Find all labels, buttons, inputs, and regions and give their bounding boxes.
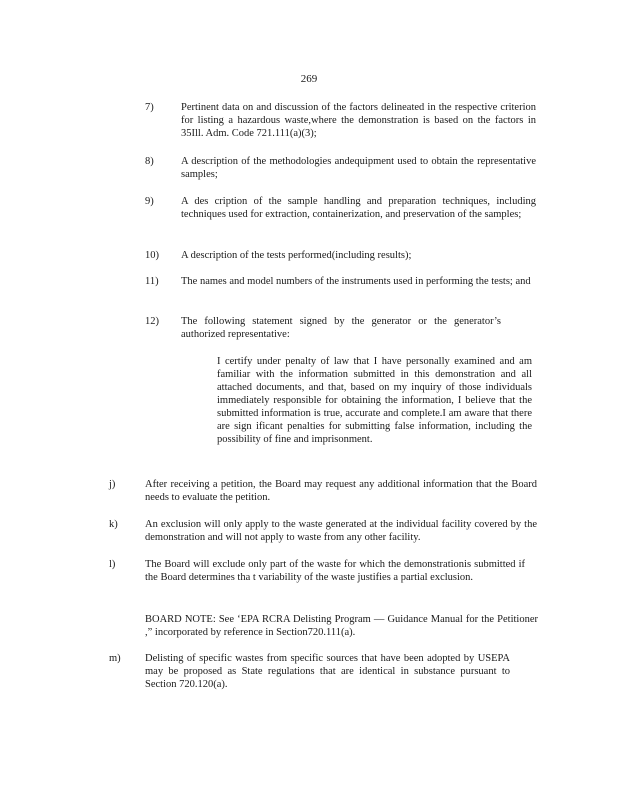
item-number: 10) [145,250,159,261]
item-text: After receiving a petition, the Board may request any additional information that the Board needs to evaluate the petition. [145,479,537,503]
item-text: The Board will exclude only part of the waste for which the demonstrationis submitted if the Board determines tha t variability of the waste justifies a partial exclusion. [145,559,525,583]
item-number: 9) [145,196,154,207]
certification-statement: I certify under penalty of law that I have personally examined and am familiar with the information submitted in this demonstration and all attached documents, and that, based on my inquiry of those individuals immediately responsible for obtaining the information, I believe that the submitted information is true, accurate and complete.I am aware that there are sign ificant penalties for submitting false information, including the possibility of fine and imprisonment. [217,356,532,445]
item-text: An exclusion will only apply to the waste generated at the individual facility covered by the demonstration and will not apply to waste from any other facility. [145,519,537,543]
item-text: A description of the methodologies andequipment used to obtain the representative samples; [181,156,536,180]
item-text: A description of the tests performed(including results); [181,250,412,261]
item-letter: k) [109,519,118,530]
item-number: 12) [145,316,159,327]
item-text: Pertinent data on and discussion of the factors delineated in the respective criterion for listing a hazardous waste,where the demonstration is based on the factors in 35Ill. Adm. Code 721.111(a)(3); [181,102,536,139]
item-letter: m) [109,653,121,664]
item-number: 8) [145,156,154,167]
item-text: The following statement signed by the generator or the generator’s authorized representative: [181,316,501,340]
page-number: 269 [300,73,318,85]
item-text: The names and model numbers of the instruments used in performing the tests; and [181,276,531,287]
item-letter: j) [109,479,116,490]
item-text: Delisting of specific wastes from specific sources that have been adopted by USEPA may be proposed as State regulations that are identical in substance pursuant to Section 720.120(a). [145,653,510,690]
board-note: BOARD NOTE: See ‘EPA RCRA Delisting Program — Guidance Manual for the Petitioner ,” incorporated by reference in Section720.111(a). [145,614,538,638]
item-letter: l) [109,559,116,570]
item-number: 11) [145,276,159,287]
item-number: 7) [145,102,154,113]
item-text: A des cription of the sample handling and preparation techniques, including techniques used for extraction, containerization, and preservation of the samples; [181,196,536,220]
